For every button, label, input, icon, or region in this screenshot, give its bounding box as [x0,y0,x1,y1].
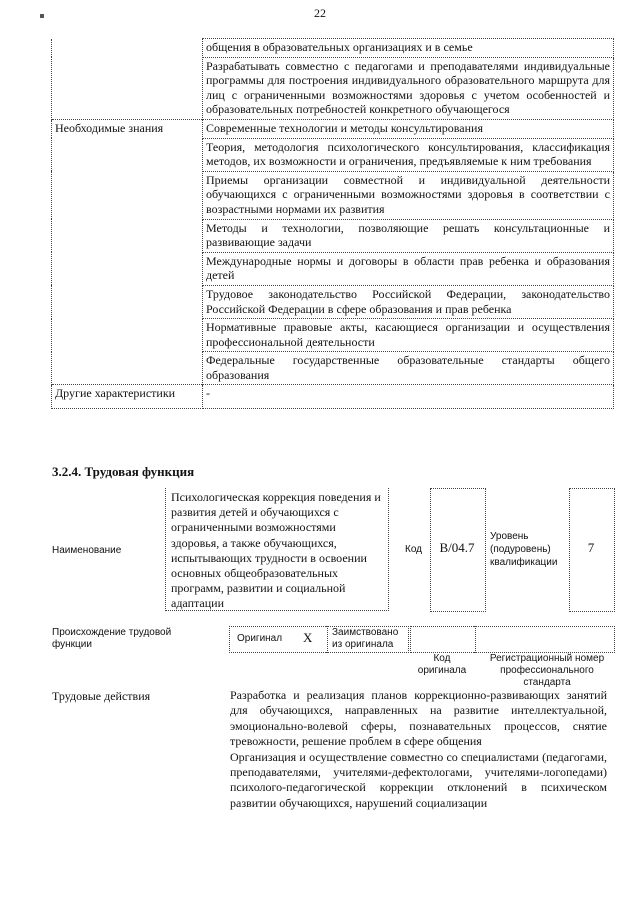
reg-number-label: Регистрационный номер профессионального стандарта [489,653,605,688]
page-number: 22 [314,6,326,20]
labor-actions-label: Трудовые действия [52,689,151,703]
skills-knowledge-table [51,38,614,409]
table-row: Нормативные правовые акты, касающиеся организации и осуществления профессиональной деятельности [203,319,614,352]
qualification-level-label: Уровень (подуровень) квалификации [490,531,558,568]
table-row: Приемы организации совместной и индивидуальной деятельности обучающихся с ограниченными возможностями здоровья в соответствии с возрастными нормами их развития [203,171,614,219]
table-row: Разрабатывать совместно с педагогами и преподавателями индивидуальные программы для построения индивидуального образовательного маршрута для лиц с ограниченными возможностями здоровья с учетом особенностей и образовательных потребностей конкретного обучающегося [203,57,614,119]
section-title: 3.2.4. Трудовая функция [52,464,195,479]
origin-label: Происхождение трудовой функции [52,627,172,650]
list-item: Организация и осуществление совместно со специалистами (педагогами, преподавателями, учителями-дефектологами, учителями-логопедами) психолого-педагогической коррекции отклонений в психическом развитии обучающихся, нарушений социализации [230,749,607,810]
other-characteristics-label: Другие характеристики [52,385,203,409]
name-value: Психологическая коррекция поведения и развития детей и обучающихся с ограниченными возможностями здоровья, а также обучающихся, испытывающих трудности в освоении основных общеобразовательных программ, развитии и социальной адаптации [171,490,381,611]
name-label: Наименование [52,545,122,556]
original-mark: X [303,630,313,645]
code-original-box [410,626,476,653]
table-row: Современные технологии и методы консультирования [203,119,614,138]
knowledge-label: Необходимые знания [52,119,203,385]
code-value: B/04.7 [439,540,475,555]
continued-label-cell [52,39,203,120]
table-row: Трудовое законодательство Российской Федерации, законодательство Российской Федерации в сфере образования и прав ребенка [203,285,614,318]
table-row: общения в образовательных организациях и в семье [203,39,614,58]
borrowed-label: Заимствовано из оригинала [332,627,399,650]
table-row: Теория, методология психологического консультирования, классификация методов, их возможности и ограничения, предъявляемые к ним требования [203,138,614,171]
table-row: Федеральные государственные образовательные стандарты общего образования [203,352,614,385]
code-label: Код [405,544,423,555]
other-characteristics-value: - [203,385,614,409]
reg-number-box [474,626,615,653]
code-original-label: Код оригинала [417,653,467,676]
list-item: Разработка и реализация планов коррекционно-развивающих занятий для обучающихся, направленных на развитие интеллектуальной, эмоционально-волевой сферы, познавательных процессов, снятие тревожности, решение проблем в сфере общения [230,688,607,749]
qualification-level-value: 7 [587,540,595,555]
labor-actions-list [230,688,607,811]
table-row: Методы и технологии, позволяющие решать консультационные и развивающие задачи [203,219,614,252]
table-row: Международные нормы и договоры в области прав ребенка и образования детей [203,252,614,285]
original-label: Оригинал [237,633,283,644]
